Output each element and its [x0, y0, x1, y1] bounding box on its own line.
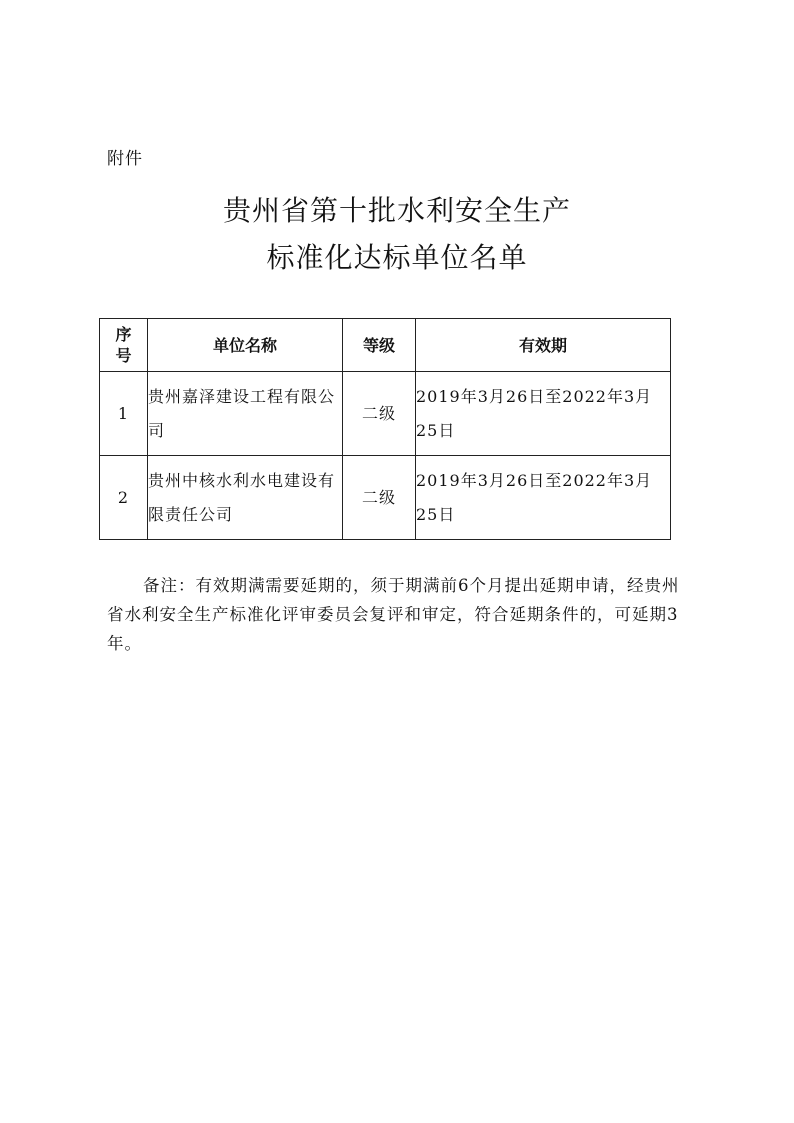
row-grade: 二级 [343, 456, 416, 540]
row-validity: 2019年3月26日至2022年3月25日 [416, 372, 671, 456]
row-seq: 2 [100, 456, 148, 540]
table-row [100, 456, 671, 540]
unit-list-table [99, 318, 671, 540]
document-title-line-1: 贵州省第十批水利安全生产 [222, 194, 571, 227]
header-unit-name: 单位名称 [148, 319, 343, 372]
row-seq: 1 [100, 372, 148, 456]
header-seq-label: 序号 [115, 325, 132, 365]
row-validity: 2019年3月26日至2022年3月25日 [416, 456, 671, 540]
header-grade: 等级 [343, 319, 416, 372]
document-title-line-2: 标准化达标单位名单 [266, 241, 528, 274]
row-unit-name: 贵州嘉泽建设工程有限公司 [148, 372, 343, 456]
attachment-label: 附件 [107, 149, 143, 169]
header-validity: 有效期 [416, 319, 671, 372]
table-row [100, 372, 671, 456]
remarks-note: 备注：有效期满需要延期的，须于期满前6个月提出延期申请，经贵州省水利安全生产标准化评审委员会复评和审定，符合延期条件的，可延期3年。 [107, 576, 680, 653]
header-seq [100, 319, 148, 372]
table-header-row [100, 319, 671, 372]
row-grade: 二级 [343, 372, 416, 456]
row-unit-name: 贵州中核水利水电建设有限责任公司 [148, 456, 343, 540]
